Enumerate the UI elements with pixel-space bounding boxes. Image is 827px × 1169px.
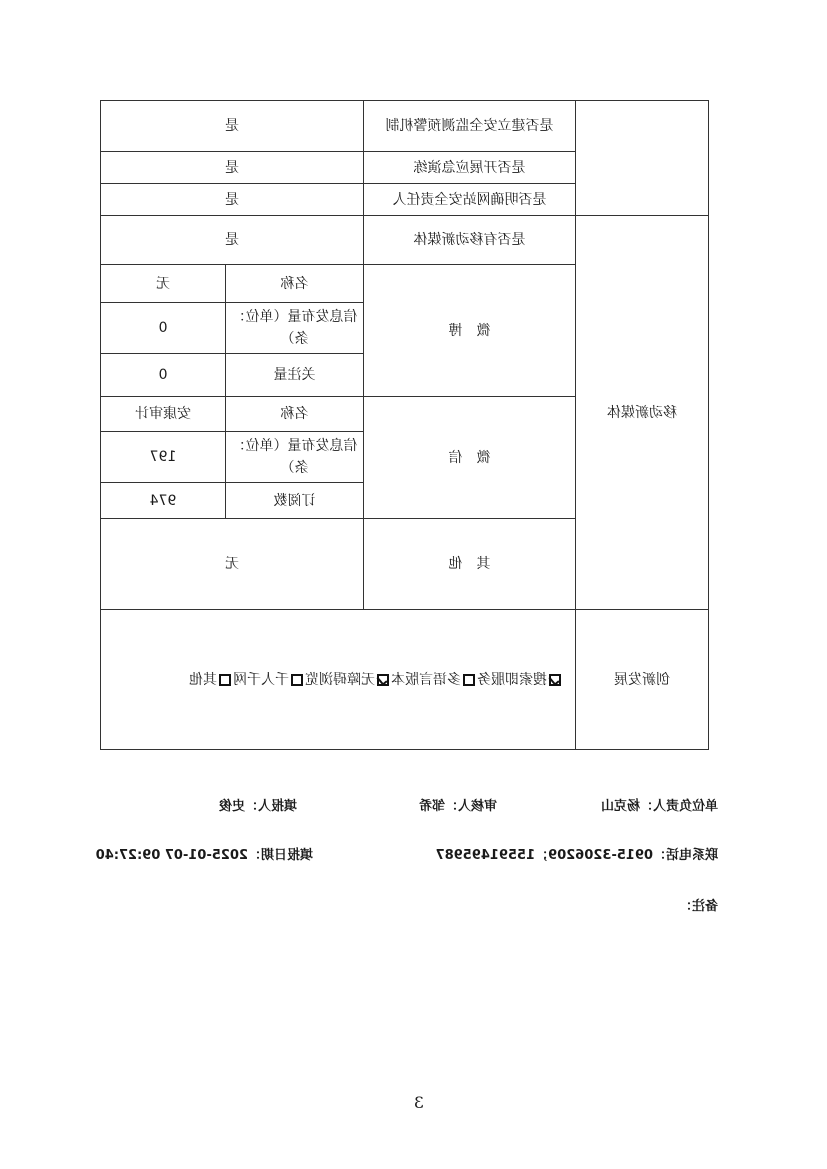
checkbox-search-service[interactable]: [549, 674, 561, 686]
weibo-posts-label: 信息发布量（单位：条）: [226, 303, 364, 354]
wechat-name-label: 名称: [226, 397, 364, 432]
drill-value: 是: [101, 152, 364, 184]
security-section-cell: [576, 101, 709, 216]
weibo-name-value: 无: [101, 265, 226, 303]
checkbox-personalized[interactable]: [291, 674, 303, 686]
fill-date: 填报日期：2025-01-07 09:27:40: [95, 848, 313, 863]
has-new-media-label: 是否有移动新媒体: [364, 216, 576, 265]
option-other: 其他: [189, 671, 217, 688]
wechat-subs-value: 974: [101, 483, 226, 519]
warning-label: 是否建立安全监测预警机制: [364, 101, 576, 152]
warning-value: 是: [101, 101, 364, 152]
checkbox-multilingual[interactable]: [463, 674, 475, 686]
remark-label: 备注：: [678, 899, 718, 914]
drill-label: 是否开展应急演练: [364, 152, 576, 184]
option-accessibility: 无障碍浏览: [305, 671, 375, 688]
has-new-media-value: 是: [101, 216, 364, 265]
page-number: 3: [413, 1093, 424, 1112]
unit-head: 单位负责人：杨克山: [600, 799, 718, 814]
weibo-name-label: 名称: [226, 265, 364, 303]
wechat-subs-label: 订阅数: [226, 483, 364, 519]
weibo-label: 微 博: [364, 265, 576, 397]
wechat-posts-value: 197: [101, 432, 226, 483]
innovation-label: 创新发展: [576, 610, 709, 750]
wechat-posts-label: 信息发布量（单位：条）: [226, 432, 364, 483]
option-search-service: 搜索即服务: [477, 671, 547, 688]
website-report-table: [100, 100, 709, 750]
checkbox-accessibility[interactable]: [377, 674, 389, 686]
option-personalized: 千人千网: [233, 671, 289, 688]
option-multilingual: 多语言版本: [391, 671, 461, 688]
checkbox-other[interactable]: [219, 674, 231, 686]
weibo-follow-label: 关注量: [226, 354, 364, 397]
other-value: 无: [101, 519, 364, 610]
reviewer: 审核人：邹希: [418, 799, 497, 814]
new-media-section-label: 移动新媒体: [576, 216, 709, 610]
weibo-posts-value: 0: [101, 303, 226, 354]
wechat-label: 微 信: [364, 397, 576, 519]
responsible-label: 是否明确网站安全责任人: [364, 184, 576, 216]
weibo-follow-value: 0: [101, 354, 226, 397]
innovation-options: [101, 610, 576, 750]
contact-phone: 联系电话：0915-3206209；15591495987: [435, 848, 718, 863]
other-label: 其 他: [364, 519, 576, 610]
filler: 填报人：史俊: [218, 799, 297, 814]
responsible-value: 是: [101, 184, 364, 216]
wechat-name-value: 安康审计: [101, 397, 226, 432]
